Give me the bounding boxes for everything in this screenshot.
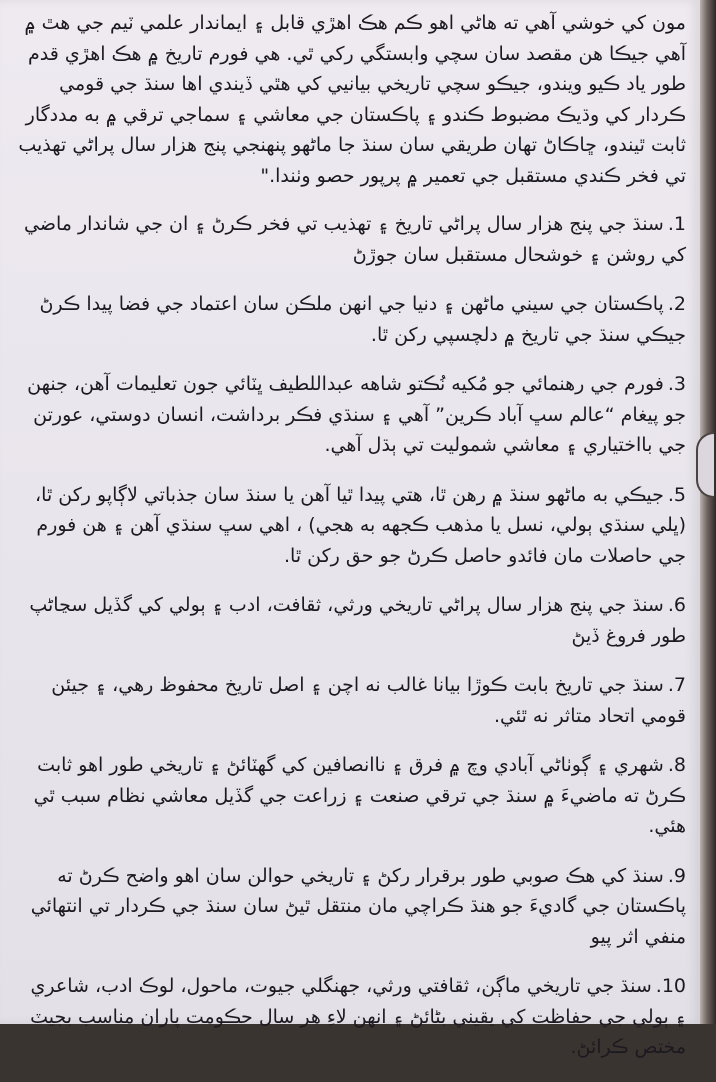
item-number: 8. bbox=[667, 754, 686, 776]
item-number: 6. bbox=[667, 594, 686, 616]
item-number: 2. bbox=[667, 293, 686, 315]
item-text: سنڌ جي پنج هزار سال پراڻي تاريخ ۽ تهذيب تي فخر ڪرڻ ۽ ان جي شاندار ماضي کي روشن ۽ خوشحال مستقبل سان جوڙڻ bbox=[23, 213, 686, 266]
list-item bbox=[14, 289, 686, 350]
item-number: 7. bbox=[667, 674, 686, 696]
list-item bbox=[14, 670, 686, 731]
item-number: 5. bbox=[667, 483, 686, 506]
item-number: 1. bbox=[667, 213, 686, 235]
item-text: سنڌ جي تاريخي ماڳن، ثقافتي ورثي، جهنگلي جيوت، ماحول، لوڪ ادب، شاعري ۽ ٻولي جي حفاظت کي يقيني بڻائڻ ۽ انهن لاءِ هر سال حڪومت پاران مناسب بجيٽ مختص ڪرائڻ. bbox=[30, 975, 686, 1058]
item-text: فورم جي رهنمائي جو مُکيه نُڪتو شاهه عبداللطيف ڀٽائي جون تعليمات آهن، جنهن جو پيغام “عالم سڀ آباد ڪرين” آهي ۽ سنڌي فڪر برداشت، انسان دوستي، عورتن جي بااختياري ۽ معاشي شموليت تي ٻڌل آهي. bbox=[27, 373, 686, 456]
item-text: جيڪي به ماڻهو سنڌ ۾ رهن ٿا، هتي پيدا ٿيا آهن يا سنڌ سان جذباتي لاڳاپو رکن ٿا، (ڀلي سنڌي ٻولي، نسل يا مذهب ڪجهه به هجي) ، اهي سڀ سنڌي آهن ۽ هن فورم جي حاصلات مان فائدو حاصل ڪرڻ جو حق رکن ٿا. bbox=[35, 483, 686, 567]
list-item bbox=[14, 209, 686, 270]
binder-hole bbox=[696, 432, 714, 498]
item-text: پاڪستان جي سيني ماڻهن ۽ دنيا جي انهن ملڪن سان اعتماد جي فضا پيدا ڪرڻ جيڪي سنڌ جي تاريخ ۾ دلچسپي رکن ٿا. bbox=[39, 293, 686, 346]
list-item bbox=[14, 750, 686, 842]
item-number: 10. bbox=[655, 975, 686, 997]
list-item bbox=[14, 369, 686, 461]
item-text: سنڌ جي تاريخ بابت ڪوڙا بيانا غالب نه اچن ۽ اصل تاريخ محفوظ رهي، ۽ جيئن قومي اتحاد متاثر نه ٿئي. bbox=[51, 674, 686, 727]
list-item bbox=[14, 480, 686, 572]
intro-paragraph: مون کي خوشي آهي ته هاڻي اهو ڪم هڪ اهڙي قابل ۽ ايماندار علمي ٽيم جي هٿ ۾ آهي جيڪا هن مقصد سان سچي وابستگي رکي ٿي. هي فورم تاريخ ۾ هڪ اهڙي قدم طور ياد ڪيو ويندو، جيڪو سچي تاريخي بيانيي کي هٿي ڏيندي اها سنڌ جي قومي ڪردار کي وڌيڪ مضبوط ڪندو ۽ پاڪستان جي معاشي ۽ سماجي ترقي ۾ به مددگار ثابت ٿيندو، ڇاڪاڻ تهان طريقي سان سنڌ جا ماڻهو پنهنجي پنج هزار سال پراڻي تهذيب تي فخر ڪندي مستقبل جي تعمير ۾ پرپور حصو وٺندا." bbox=[18, 12, 686, 187]
list-item bbox=[14, 590, 686, 651]
item-text: سنڌ کي هڪ صوبي طور برقرار رکڻ ۽ تاريخي حوالن سان اهو واضح ڪرڻ ته پاڪستان جي گاديءَ جو هنڌ ڪراچي مان منتقل ٿيڻ سان سنڌ جي ڪردار تي انتهائي منفي اثر پيو bbox=[30, 864, 686, 948]
list-item bbox=[14, 971, 686, 1063]
item-number: 9. bbox=[667, 864, 686, 887]
document-body bbox=[14, 8, 686, 1082]
item-text: شهري ۽ ڳوٺاڻي آبادي وچ ۾ فرق ۽ ناانصافين کي گهٽائڻ ۽ تاريخي طور اهو ثابت ڪرڻ ته ماضيءَ ۾ سنڌ جي ترقي صنعت ۽ زراعت جي گڏيل معاشي نظام سبب ٿي هئي. bbox=[33, 754, 686, 837]
binder-edge bbox=[700, 0, 716, 1024]
item-text: سنڌ جي پنج هزار سال پراڻي تاريخي ورثي، ثقافت، ادب ۽ ٻولي کي گڏيل سڃاڻپ طور فروغ ڏيڻ bbox=[29, 594, 686, 647]
list-item bbox=[14, 861, 686, 953]
item-number: 3. bbox=[667, 373, 686, 395]
